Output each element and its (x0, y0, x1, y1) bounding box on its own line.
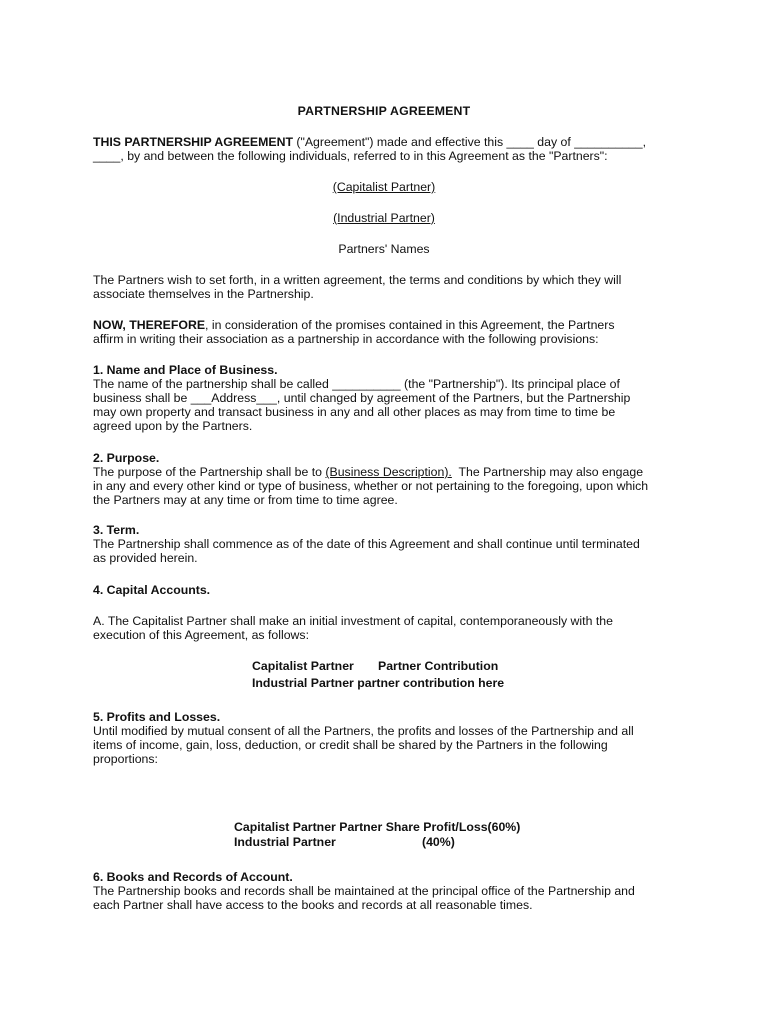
industrial-partner-row (0, 211, 768, 225)
section-line: The name of the partnership shall be called __________ (the "Partnership"). Its principal place of (93, 377, 620, 391)
capital-table-row-2: Industrial Partner partner contribution here (252, 676, 505, 690)
capital-table-cell: Capitalist Partner (252, 659, 354, 673)
section-line: agreed upon by the Partners. (93, 419, 253, 433)
section-purpose (93, 451, 683, 507)
purpose-line1-post: The Partnership may also engage (451, 465, 644, 479)
section-line: may own property and transact business in any and all other places as may from time to time be (93, 405, 616, 419)
section-books-and-records (93, 870, 683, 912)
intro-line1: ("Agreement") made and effective this ____ day of __________, (292, 135, 647, 149)
capital-table-row-1 (252, 659, 498, 673)
section-term (93, 523, 683, 565)
recital-paragraph (93, 273, 683, 301)
capital-accounts-text (93, 614, 683, 642)
capital-table-cell: Partner Contribution (378, 659, 499, 673)
profit-table-cell: (40%) (422, 835, 455, 849)
profit-table-row-2 (234, 835, 455, 849)
profit-table-cell: Industrial Partner (234, 835, 336, 849)
now-therefore-lead: NOW, THEREFORE (93, 318, 206, 332)
recital-line1: The Partners wish to set forth, in a written agreement, the terms and conditions by which they will (93, 273, 622, 287)
section-profits-and-losses (93, 710, 683, 766)
business-description-label: (Business Description). (325, 465, 452, 479)
section-line: execution of this Agreement, as follows: (93, 628, 309, 642)
industrial-partner-label: (Industrial Partner) (333, 211, 435, 225)
section-line: A. The Capitalist Partner shall make an initial investment of capital, contemporaneously with the (93, 614, 613, 628)
intro-line2: ____, by and between the following individuals, referred to in this Agreement as the "Partners": (93, 149, 608, 163)
section-heading: 5. Profits and Losses. (93, 710, 221, 724)
section-heading: 6. Books and Records of Account. (93, 870, 293, 884)
purpose-line1-pre: The purpose of the Partnership shall be to (93, 465, 326, 479)
section-heading: 4. Capital Accounts. (93, 583, 211, 597)
section-line: items of income, gain, loss, deduction, or credit shall be shared by the Partners in the following (93, 738, 608, 752)
section-line: Until modified by mutual consent of all the Partners, the profits and losses of the Partnership and all (93, 724, 634, 738)
section-name-and-place (93, 363, 683, 433)
section-line: The Partnership shall commence as of the date of this Agreement and shall continue until terminated (93, 537, 640, 551)
section-heading: 2. Purpose. (93, 451, 160, 465)
partners-names-label: Partners' Names (338, 242, 430, 256)
now-therefore-paragraph (93, 318, 683, 346)
profit-table-row-1: Capitalist Partner Partner Share Profit/Loss(60%) (234, 820, 521, 834)
section-heading: 3. Term. (93, 523, 140, 537)
section-capital-accounts (93, 583, 683, 597)
section-line: the Partners may at any time or from time to time agree. (93, 493, 398, 507)
recital-line2: associate themselves in the Partnership. (93, 287, 314, 301)
now-therefore-line2: affirm in writing their association as a partnership in accordance with the following provisions: (93, 332, 599, 346)
capitalist-partner-label: (Capitalist Partner) (332, 180, 436, 194)
capitalist-partner-row (0, 180, 768, 194)
section-line: proportions: (93, 752, 158, 766)
section-line: in any and every other kind or type of business, whether or not pertaining to the foregoing, upon which (93, 479, 649, 493)
section-line: each Partner shall have access to the books and records at all reasonable times. (93, 898, 533, 912)
section-line: business shall be ___Address___, until changed by agreement of the Partners, but the Partnership (93, 391, 631, 405)
section-heading: 1. Name and Place of Business. (93, 363, 278, 377)
intro-lead: THIS PARTNERSHIP AGREEMENT (93, 135, 293, 149)
document-title: PARTNERSHIP AGREEMENT (297, 104, 471, 118)
section-line: as provided herein. (93, 551, 198, 565)
intro-paragraph (93, 135, 683, 163)
now-therefore-line1: , in consideration of the promises contained in this Agreement, the Partners (205, 318, 615, 332)
section-line: The Partnership books and records shall be maintained at the principal office of the Partnership and (93, 884, 635, 898)
